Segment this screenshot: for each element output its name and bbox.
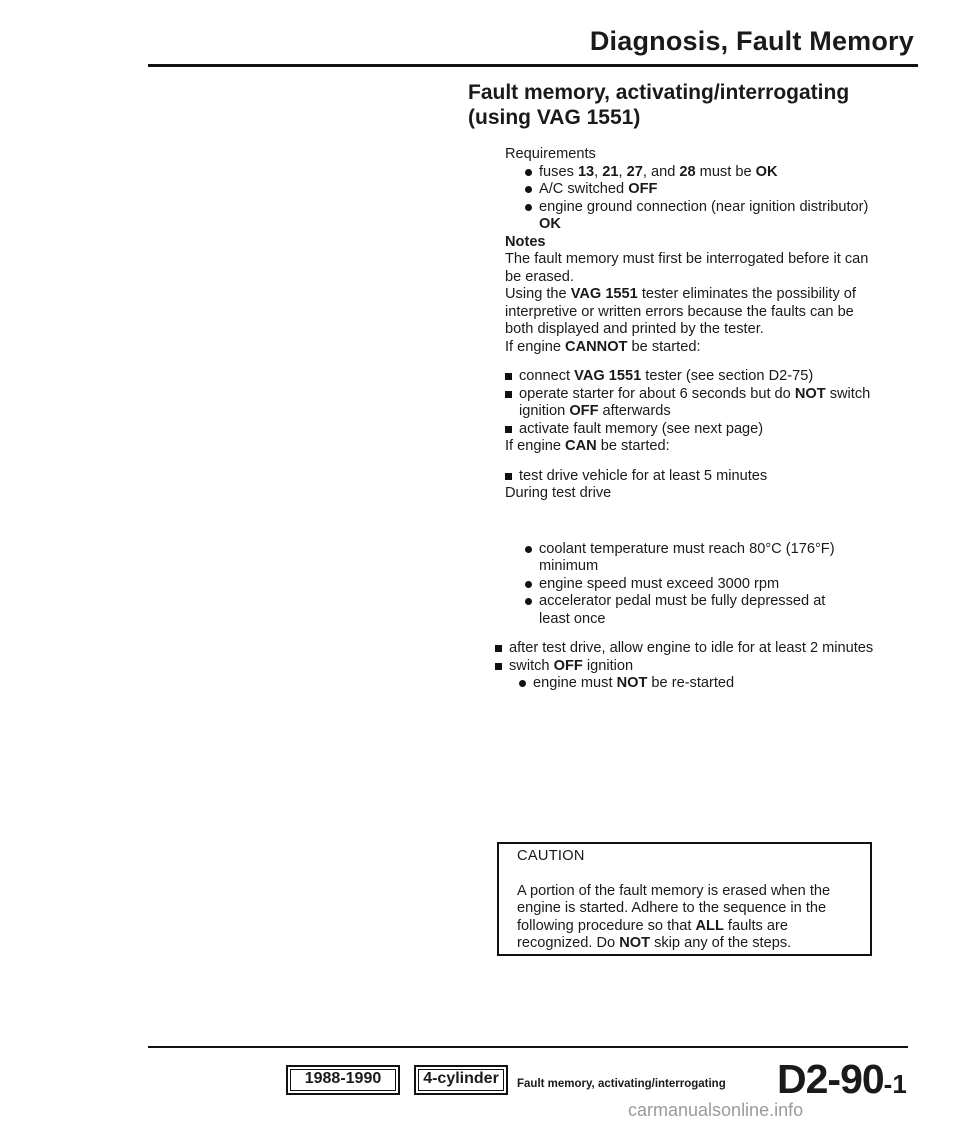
- engine-type-badge: 4-cylinder: [414, 1065, 508, 1095]
- cannot-start-lead: If engine CANNOT be started:: [505, 338, 701, 355]
- bullet-dot-icon: [525, 576, 539, 594]
- bullet-dot-icon: [519, 675, 533, 693]
- page-number: D2-90-1: [777, 1056, 907, 1102]
- notes-paragraph-2: Using the VAG 1551 tester eliminates the possibility of interpretive or written errors because the faults can be both displayed and printed by the tester.: [505, 286, 856, 337]
- caution-box: [497, 844, 872, 956]
- year-range-badge: 1988-1990: [286, 1065, 400, 1095]
- bullet-square-icon: [505, 368, 519, 386]
- can-item-idle: after test drive, allow engine to idle for at least 2 minutes: [495, 640, 885, 658]
- page-header-title: Diagnosis, Fault Memory: [589, 26, 914, 56]
- bullet-square-icon: [495, 658, 509, 676]
- condition-coolant: coolant temperature must reach 80°C (176°F) minimum: [525, 541, 885, 576]
- can-start-lead: If engine CAN be started:: [505, 438, 670, 454]
- footer-rule: [148, 1046, 908, 1048]
- notes-heading: Notes: [505, 233, 546, 250]
- bullet-dot-icon: [525, 541, 539, 559]
- can-item-test-drive: test drive vehicle for at least 5 minutes: [505, 468, 885, 486]
- can-item-no-restart: engine must NOT be re-started: [519, 675, 885, 693]
- bullet-square-icon: [505, 468, 519, 486]
- cannot-item-connect: connect VAG 1551 tester (see section D2-75): [505, 368, 885, 386]
- header-rule: [148, 64, 918, 67]
- can-item-switch-off: switch OFF ignition: [495, 658, 885, 676]
- watermark-text: carmanualsonline.info: [628, 1100, 804, 1120]
- condition-engine-speed: engine speed must exceed 3000 rpm: [525, 576, 885, 594]
- caution-label: CAUTION: [517, 848, 585, 864]
- requirement-item-ac: A/C switched OFF: [505, 181, 885, 199]
- caution-body: A portion of the fault memory is erased when the engine is started. Adhere to the sequence in the following procedure so that ALL faults are recognized. Do NOT skip any of the steps.: [517, 882, 831, 951]
- bullet-square-icon: [505, 386, 519, 404]
- test-drive-conditions: [505, 541, 885, 629]
- footer-section-title: Fault memory, activating/interrogating: [517, 1078, 726, 1090]
- main-content: [505, 146, 885, 693]
- during-test-drive-label: During test drive: [505, 485, 612, 501]
- requirement-item-fuses: fuses 13, 21, 27, and 28 must be OK: [505, 164, 885, 182]
- bullet-square-icon: [495, 640, 509, 658]
- bullet-dot-icon: [525, 164, 539, 182]
- notes-paragraph-1: The fault memory must first be interrogated before it can be erased.: [505, 251, 869, 285]
- section-title-line-2: (using VAG 1551): [468, 106, 641, 129]
- requirements-heading: Requirements: [505, 146, 596, 162]
- bullet-square-icon: [505, 421, 519, 439]
- requirement-item-ground: engine ground connection (near ignition distributor) OK: [505, 199, 885, 234]
- section-title: [468, 80, 849, 130]
- cannot-item-starter: operate starter for about 6 seconds but do NOT switch ignition OFF afterwards: [505, 386, 885, 421]
- bullet-dot-icon: [525, 593, 539, 611]
- bullet-dot-icon: [525, 181, 539, 199]
- condition-accelerator: accelerator pedal must be fully depressed at least once: [525, 593, 885, 628]
- bullet-dot-icon: [525, 199, 539, 217]
- section-title-line-1: Fault memory, activating/interrogating: [468, 81, 850, 104]
- cannot-item-activate: activate fault memory (see next page): [505, 421, 885, 439]
